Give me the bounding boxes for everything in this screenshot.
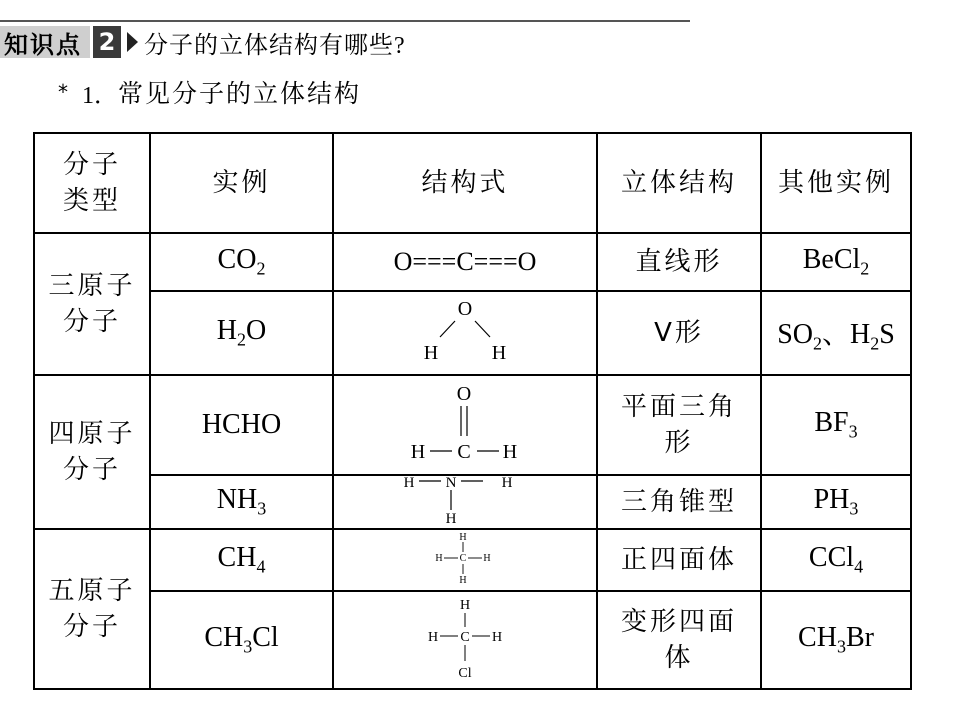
group-cell-tetratomic	[34, 375, 150, 529]
atom-label: H	[410, 441, 426, 463]
atom-label: H	[427, 630, 439, 645]
group-cell-triatomic	[34, 233, 150, 375]
atom-label: C	[459, 553, 467, 564]
section-tag-number: 2	[93, 26, 121, 58]
table-row	[34, 591, 911, 689]
methane-structure-diagram	[425, 530, 505, 586]
table-row	[34, 529, 911, 591]
example-sub: 2	[256, 258, 266, 279]
example-cell: HCHO	[150, 375, 333, 475]
header-example: 实例	[150, 133, 333, 233]
group-cell-pentatomic	[34, 529, 150, 689]
structure-cell	[333, 375, 597, 475]
subheading-number: 1．	[82, 82, 118, 109]
atom-label: Cl	[458, 666, 472, 681]
atom-label: H	[502, 441, 518, 463]
subheading	[58, 76, 361, 108]
other-cell	[761, 375, 911, 475]
header-spatial-structure: 立体结构	[597, 133, 761, 233]
other-sub: 2	[860, 258, 870, 279]
example-main: H	[216, 315, 237, 347]
structure-cell	[333, 233, 597, 291]
atom-label: O	[457, 298, 473, 320]
example-sub: 3	[243, 636, 253, 657]
table-header-row	[34, 133, 911, 233]
atom-label: C	[460, 630, 470, 645]
group-type-text: 四原子分子	[48, 419, 136, 485]
section-title-qmark: ?	[394, 32, 406, 59]
shape-text: V形	[654, 318, 704, 348]
shape-text: 平面三角形	[620, 392, 737, 458]
other-cell	[761, 529, 911, 591]
atom-label: C	[457, 441, 471, 463]
atom-label: H	[459, 598, 471, 613]
other-sub: 3	[849, 498, 859, 519]
other-main: PH	[813, 484, 850, 516]
atom-label: H	[403, 476, 415, 491]
example-main: CH	[217, 542, 257, 574]
other-main: SO	[777, 318, 813, 350]
example-sub: 3	[257, 498, 267, 519]
header-structural-formula: 结构式	[333, 133, 597, 233]
other-sub: 3	[836, 636, 846, 657]
table-row	[34, 475, 911, 529]
other-tail: Br	[845, 622, 874, 654]
other-cell	[761, 475, 911, 529]
other-main: CH	[798, 622, 837, 654]
structure-text: O===C===O	[393, 247, 537, 276]
atom-label: H	[491, 342, 507, 364]
bond-line	[475, 321, 490, 337]
structure-cell	[333, 591, 597, 689]
example-main: NH	[216, 484, 258, 516]
table-row	[34, 291, 911, 375]
shape-cell: 正四面体	[597, 529, 761, 591]
example-cell	[150, 233, 333, 291]
header-other-examples: 其他实例	[761, 133, 911, 233]
structure-cell	[333, 475, 597, 529]
other-cell	[761, 291, 911, 375]
example-cell	[150, 475, 333, 529]
other-tail: 、H	[821, 318, 871, 350]
atom-label: H	[491, 630, 503, 645]
other-sub2: 2	[870, 333, 880, 354]
top-rule	[0, 20, 690, 22]
group-type-text: 五原子分子	[48, 576, 136, 642]
group-type-text: 三原子分子	[48, 271, 136, 337]
example-sub: 4	[256, 556, 266, 577]
shape-cell	[597, 591, 761, 689]
atom-label: H	[445, 511, 457, 524]
other-sub: 3	[848, 421, 858, 442]
example-cell	[150, 591, 333, 689]
other-main: BeCl	[802, 244, 861, 276]
atom-label: O	[456, 383, 472, 405]
other-cell	[761, 591, 911, 689]
atom-label: H	[423, 342, 439, 364]
example-main: CO	[217, 244, 257, 276]
shape-cell	[597, 375, 761, 475]
shape-cell: 三角锥型	[597, 475, 761, 529]
header-molecule-type	[34, 133, 150, 233]
section-title-text: 分子的立体结构有哪些	[144, 30, 394, 59]
example-main: CH	[204, 622, 244, 654]
example-cell	[150, 529, 333, 591]
section-tag-label: 知识点	[0, 26, 90, 58]
shape-cell: 直线形	[597, 233, 761, 291]
triangle-arrow-icon	[127, 32, 138, 52]
atom-label: H	[459, 532, 467, 543]
chloromethane-structure-diagram	[420, 593, 510, 683]
subheading-text: 常见分子的立体结构	[118, 79, 362, 108]
shape-cell	[597, 291, 761, 375]
structure-cell	[333, 291, 597, 375]
section-header	[0, 26, 406, 58]
header-molecule-type-text: 分子类型	[62, 150, 121, 216]
table-row	[34, 233, 911, 291]
molecule-structure-table	[33, 132, 912, 690]
bond-line	[440, 321, 455, 337]
section-title	[144, 25, 406, 60]
atom-label: H	[459, 575, 467, 586]
atom-label: H	[483, 553, 491, 564]
example-cell	[150, 291, 333, 375]
example-tail: O	[246, 315, 267, 347]
other-cell	[761, 233, 911, 291]
example-sub: 2	[237, 329, 246, 350]
other-tail2: S	[879, 318, 895, 350]
structure-cell	[333, 529, 597, 591]
other-main: BF	[814, 407, 849, 439]
example-tail: Cl	[252, 622, 279, 654]
atom-label: N	[445, 476, 457, 491]
asterisk-bullet-icon: *	[58, 80, 68, 104]
atom-label: H	[435, 553, 443, 564]
table-row	[34, 375, 911, 475]
other-sub: 2	[812, 333, 822, 354]
water-structure-diagram	[405, 295, 525, 367]
ammonia-structure-diagram	[395, 476, 535, 524]
formaldehyde-structure-diagram	[400, 378, 530, 468]
other-sub: 4	[854, 556, 864, 577]
atom-label: H	[501, 476, 513, 491]
other-main: CCl	[808, 542, 855, 574]
shape-text: 变形四面体	[620, 607, 737, 673]
